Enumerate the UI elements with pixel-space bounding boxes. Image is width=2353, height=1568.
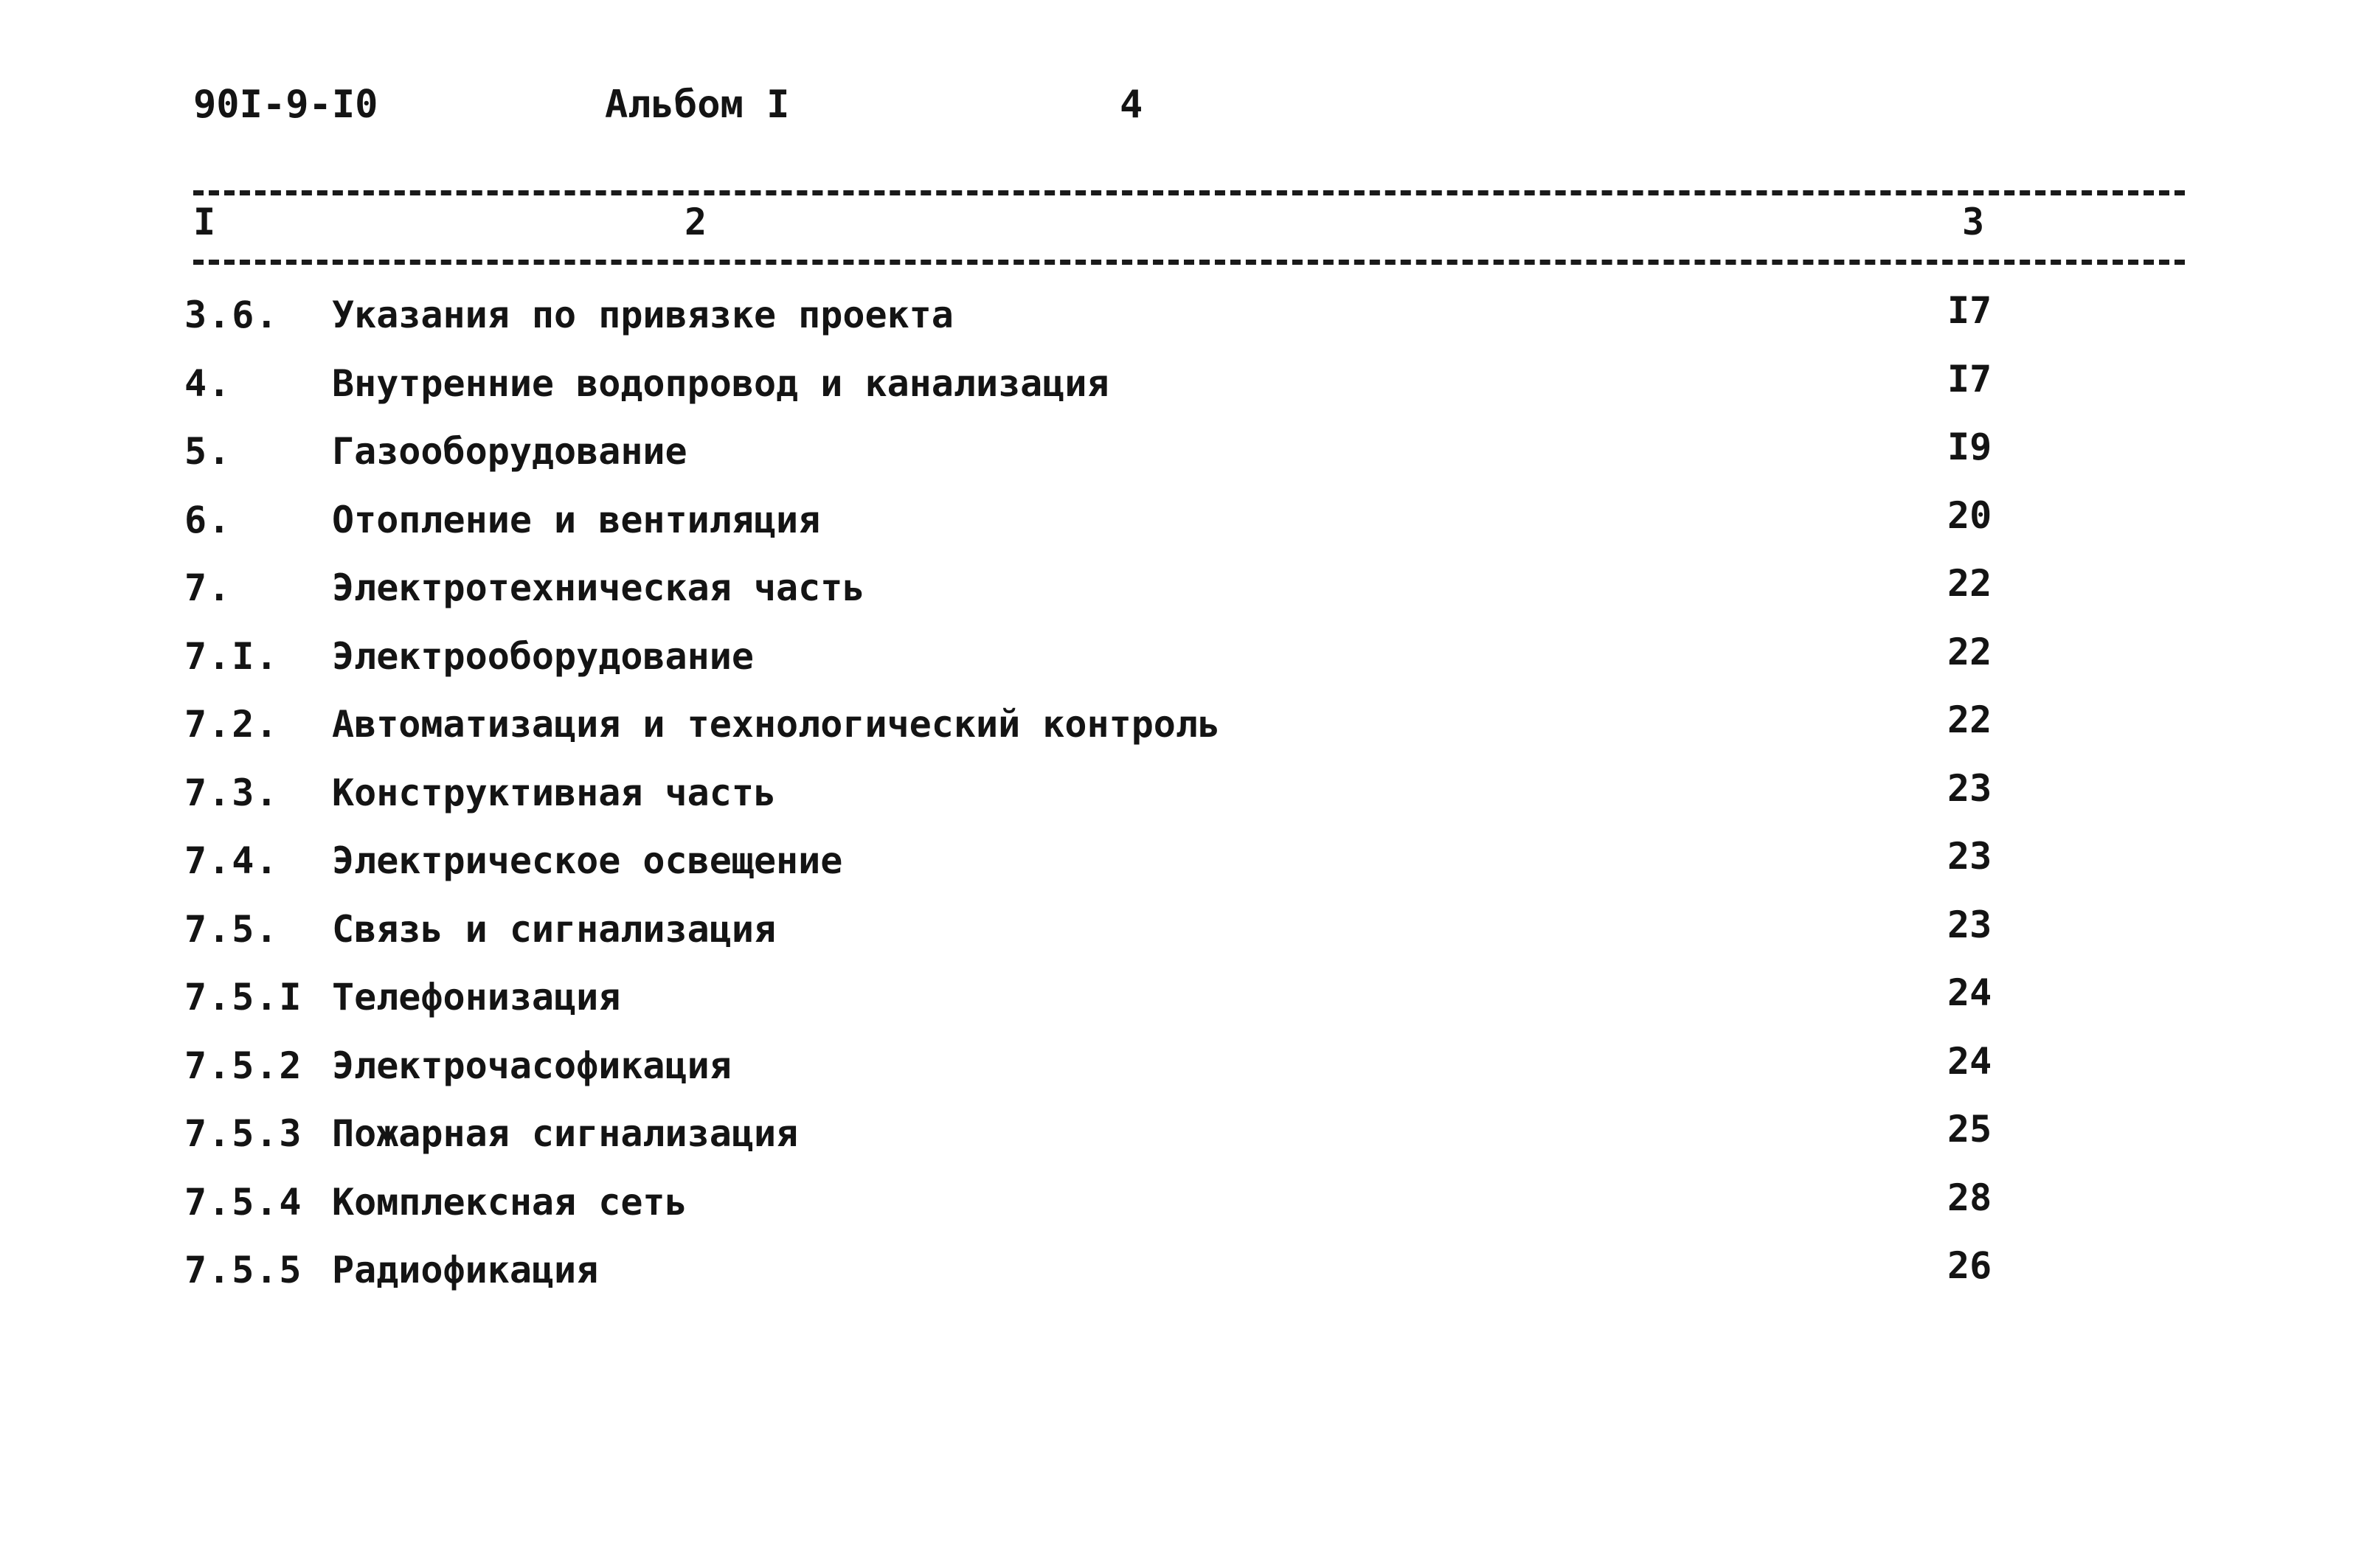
toc-row: [0, 1099, 2353, 1168]
section-number: 5.: [184, 430, 232, 473]
section-title: Электрооборудование: [332, 634, 754, 678]
section-number: 4.: [184, 361, 232, 405]
section-title: Газооборудование: [332, 430, 687, 473]
section-title: Электрическое освещение: [332, 839, 843, 882]
album-label: Альбом I: [605, 83, 790, 127]
page-number: 4: [1120, 83, 1143, 127]
toc-row: [0, 895, 2353, 963]
section-title: Электрочасофикация: [332, 1044, 732, 1087]
toc-row: [0, 485, 2353, 554]
section-title: Пожарная сигнализация: [332, 1112, 799, 1155]
column-header-number: I: [193, 201, 216, 243]
section-page: 28: [1947, 1176, 1992, 1219]
section-page: I7: [1947, 289, 1992, 332]
toc-row: [0, 1031, 2353, 1100]
section-page: 22: [1947, 698, 1992, 741]
section-number: 7.4.: [184, 839, 280, 882]
toc-row: [0, 553, 2353, 622]
section-page: 23: [1947, 835, 1992, 878]
section-number: 7.3.: [184, 771, 280, 814]
section-number: 7.: [184, 566, 232, 609]
table-of-contents: [0, 280, 2353, 1304]
document-header: [0, 74, 2353, 140]
section-number: 7.5.: [184, 907, 280, 951]
toc-row: [0, 690, 2353, 758]
toc-row: [0, 962, 2353, 1031]
toc-row: [0, 1235, 2353, 1304]
section-page: 23: [1947, 766, 1992, 810]
section-title: Отопление и вентиляция: [332, 498, 821, 541]
toc-row: [0, 1168, 2353, 1236]
section-page: 26: [1947, 1244, 1992, 1287]
toc-row: [0, 280, 2353, 349]
section-page: I9: [1947, 426, 1992, 468]
toc-row: [0, 622, 2353, 690]
section-number: 7.5.3: [184, 1112, 303, 1155]
top-dashed-rule: [193, 190, 2185, 195]
section-page: 20: [1947, 493, 1992, 537]
toc-row: [0, 826, 2353, 895]
section-page: 23: [1947, 903, 1992, 946]
toc-row: [0, 758, 2353, 827]
section-number: 7.5.4: [184, 1180, 303, 1224]
column-header-title: 2: [685, 201, 707, 243]
section-number: 6.: [184, 498, 232, 541]
section-page: 22: [1947, 562, 1992, 605]
section-title: Комплексная сеть: [332, 1180, 687, 1224]
section-title: Указания по привязке проекта: [332, 294, 954, 336]
section-page: I7: [1947, 357, 1992, 400]
section-title: Электротехническая часть: [332, 566, 865, 609]
section-title: Телефонизация: [332, 976, 621, 1019]
document-code: 90I-9-I0: [193, 83, 378, 127]
section-number: 3.6.: [184, 294, 280, 336]
toc-row: [0, 417, 2353, 485]
column-header-page: 3: [1962, 201, 1985, 243]
section-number: 7.2.: [184, 703, 280, 746]
header-dashed-rule: [193, 260, 2185, 265]
section-page: 25: [1947, 1108, 1992, 1151]
section-number: 7.I.: [184, 634, 280, 678]
section-number: 7.5.2: [184, 1044, 303, 1087]
section-page: 24: [1947, 1039, 1992, 1083]
section-title: Радиофикация: [332, 1249, 599, 1291]
section-title: Автоматизация и технологический контроль: [332, 703, 1221, 746]
toc-row: [0, 349, 2353, 417]
section-number: 7.5.5: [184, 1249, 303, 1291]
section-page: 24: [1947, 971, 1992, 1014]
section-title: Связь и сигнализация: [332, 907, 777, 951]
section-title: Внутренние водопровод и канализация: [332, 361, 1109, 405]
section-number: 7.5.I: [184, 976, 303, 1019]
section-title: Конструктивная часть: [332, 771, 777, 814]
section-page: 22: [1947, 630, 1992, 673]
